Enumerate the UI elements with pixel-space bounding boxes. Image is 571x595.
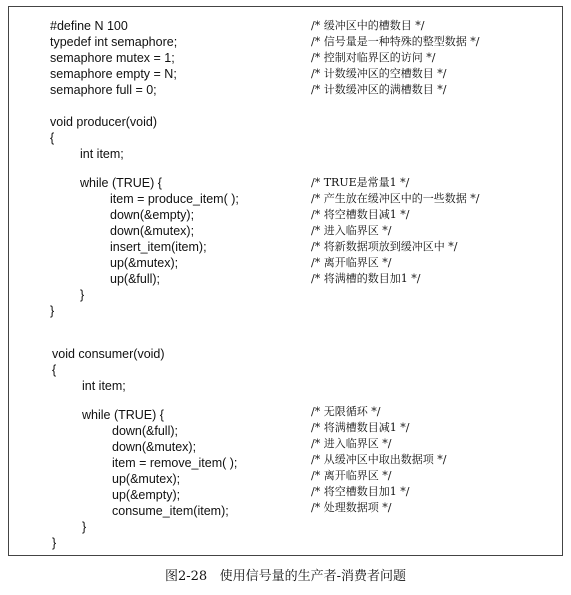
code-comment: /* 进入临界区 */	[311, 437, 392, 450]
code-comment: /* 将满槽的数目加1 */	[311, 272, 421, 285]
code-line: semaphore full = 0;	[50, 83, 157, 97]
code-comment: /* 进入临界区 */	[311, 224, 392, 237]
code-line: up(&empty);	[112, 488, 181, 502]
code-line: item = remove_item( );	[112, 456, 238, 470]
code-line: while (TRUE) {	[80, 176, 162, 190]
code-comment: /* 无限循环 */	[311, 405, 381, 418]
code-line: semaphore empty = N;	[50, 67, 177, 81]
code-comment: /* 缓冲区中的槽数目 */	[311, 19, 425, 32]
code-comment: /* 处理数据项 */	[311, 501, 392, 514]
code-comment: /* 将新数据项放到缓冲区中 */	[311, 240, 458, 253]
code-line: insert_item(item);	[110, 240, 207, 254]
code-comment: /* 离开临界区 */	[311, 469, 392, 482]
code-line: down(&mutex);	[112, 440, 197, 454]
code-line: void producer(void)	[50, 115, 157, 129]
code-comment: /* 信号量是一种特殊的整型数据 */	[311, 35, 480, 48]
code-comment: /* 计数缓冲区的空槽数目 */	[311, 67, 447, 80]
code-line: void consumer(void)	[52, 347, 165, 361]
code-line: {	[52, 363, 57, 377]
code-line: while (TRUE) {	[82, 408, 164, 422]
code-line: up(&mutex);	[112, 472, 181, 486]
code-line: semaphore mutex = 1;	[50, 51, 175, 65]
code-comment: /* TRUE是常量1 */	[311, 176, 410, 189]
code-line: typedef int semaphore;	[50, 35, 178, 49]
code-comment: /* 控制对临界区的访问 */	[311, 51, 436, 64]
code-line: #define N 100	[50, 19, 128, 33]
code-line: }	[82, 520, 87, 534]
code-line: consume_item(item);	[112, 504, 229, 518]
code-comment: /* 将空槽数目加1 */	[311, 485, 410, 498]
figure-caption: 图2-28 使用信号量的生产者-消费者问题	[165, 569, 406, 584]
code-line: down(&mutex);	[110, 224, 195, 238]
code-line: down(&full);	[112, 424, 178, 438]
code-line: int item;	[82, 379, 126, 393]
code-comment: /* 将满槽数目减1 */	[311, 421, 410, 434]
code-comment: /* 离开临界区 */	[311, 256, 392, 269]
code-line: int item;	[80, 147, 124, 161]
code-line: {	[50, 131, 55, 145]
code-comment: /* 从缓冲区中取出数据项 */	[311, 453, 447, 466]
code-line: up(&full);	[110, 272, 161, 286]
code-line: item = produce_item( );	[110, 192, 239, 206]
code-line: }	[50, 304, 55, 318]
code-comment: /* 将空槽数目减1 */	[311, 208, 410, 221]
code-comment: /* 产生放在缓冲区中的一些数据 */	[311, 192, 480, 205]
code-line: down(&empty);	[110, 208, 195, 222]
code-line: }	[80, 288, 85, 302]
code-comment: /* 计数缓冲区的满槽数目 */	[311, 83, 447, 96]
code-line: up(&mutex);	[110, 256, 179, 270]
code-line: }	[52, 536, 57, 550]
